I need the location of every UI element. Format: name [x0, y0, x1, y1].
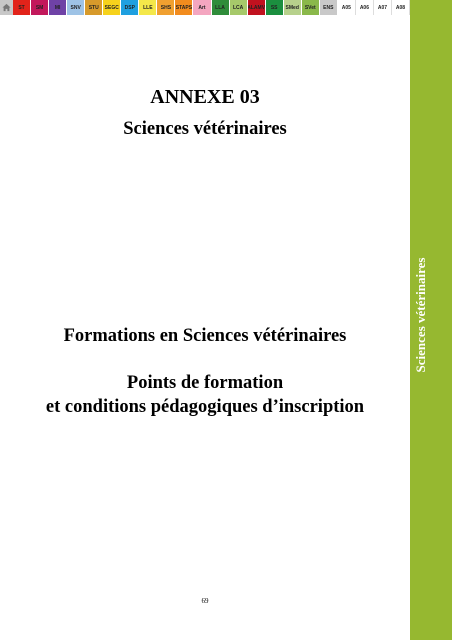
annexe-subject: Sciences vétérinaires	[123, 119, 287, 139]
tab-dsp[interactable]: DSP	[121, 0, 139, 15]
tab-ens[interactable]: ENS	[320, 0, 338, 15]
tab-shs[interactable]: SHS	[157, 0, 175, 15]
home-icon	[2, 0, 11, 17]
tab-ss[interactable]: SS	[266, 0, 284, 15]
filiere-tab-bar	[0, 0, 410, 15]
tab-a06[interactable]: A06	[356, 0, 374, 15]
tab-lla[interactable]: LLA	[212, 0, 230, 15]
tab-list	[13, 0, 410, 15]
tab-art[interactable]: Art	[193, 0, 211, 15]
tab-lca[interactable]: LCA	[230, 0, 248, 15]
tab-a05[interactable]: A05	[338, 0, 356, 15]
tab-svet[interactable]: SVet	[302, 0, 320, 15]
sidebar-section-label: Sciences vétérinaires	[413, 257, 428, 373]
tab-segc[interactable]: SEGC	[103, 0, 121, 15]
tab-sm[interactable]: SM	[31, 0, 49, 15]
points-heading-line1: Points de formation	[126, 373, 284, 393]
home-button[interactable]	[0, 0, 13, 15]
tab-smed[interactable]: SMed	[284, 0, 302, 15]
tab-st[interactable]: ST	[13, 0, 31, 15]
tab-snv[interactable]: SNV	[67, 0, 85, 15]
tab-lle[interactable]: LLE	[139, 0, 157, 15]
annexe-title: ANNEXE 03	[150, 86, 260, 108]
tab-a07[interactable]: A07	[374, 0, 392, 15]
tab-stu[interactable]: STU	[85, 0, 103, 15]
tab-mi[interactable]: MI	[49, 0, 67, 15]
tab-alamv[interactable]: ALAMV	[248, 0, 266, 15]
tab-a08[interactable]: A08	[392, 0, 410, 15]
points-heading-line2: et conditions pédagogiques d’inscription	[45, 397, 365, 417]
formations-heading: Formations en Sciences vétérinaires	[63, 326, 347, 346]
tab-staps[interactable]: STAPS	[175, 0, 193, 15]
page-number: 69	[201, 597, 209, 605]
